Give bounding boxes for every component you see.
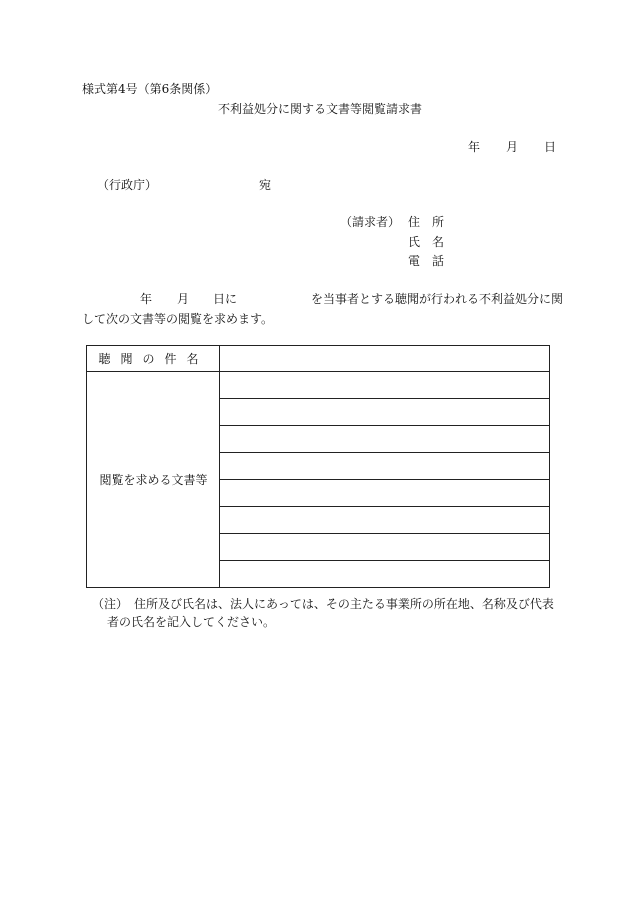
hearing-day-label: 日に [213,292,238,306]
document-row-4[interactable] [220,453,549,480]
addressee-suffix: 宛 [259,178,272,192]
date-day-label: 日 [544,140,557,154]
requester-label: （請求者） [340,215,401,229]
document-row-7[interactable] [220,534,549,561]
party-statement: を当事者とする聴聞が行われる不利益処分に関 [311,292,564,306]
document-row-5[interactable] [220,480,549,507]
note-line2: 者の氏名を記入してください。 [107,615,276,629]
table-label-column [87,346,220,587]
form-number: 様式第4号（第6条関係） [82,82,218,96]
request-table [86,345,550,588]
form-title: 不利益処分に関する文書等閲覧請求書 [218,102,423,116]
hearing-year-label: 年 [140,292,153,306]
date-year-label: 年 [468,140,481,154]
document-row-6[interactable] [220,507,549,534]
documents-label [87,372,220,587]
document-row-8[interactable] [220,561,549,587]
note-line1: （注） 住所及び氏名は、法人にあっては、その主たる事業所の所在地、名称及び代表 [92,597,554,611]
documents-label-text: 閲覧を求める文書等 [99,473,208,487]
request-statement-line1 [82,290,562,306]
hearing-month-label: 月 [177,292,190,306]
table-input-column [220,346,549,587]
request-statement-line2: して次の文書等の閲覧を求めます。 [82,312,274,326]
requester-name-label: 氏名 [408,235,457,249]
document-row-2[interactable] [220,399,549,426]
hearing-subject-label: 聴聞の件名 [87,346,220,372]
document-row-3[interactable] [220,426,549,453]
date-month-label: 月 [506,140,519,154]
agency-label: （行政庁） [97,178,158,192]
requester-address-label: 住所 [408,215,457,229]
document-row-1[interactable] [220,372,549,399]
requester-phone-label: 電話 [408,254,457,268]
hearing-subject-field[interactable] [220,346,549,372]
